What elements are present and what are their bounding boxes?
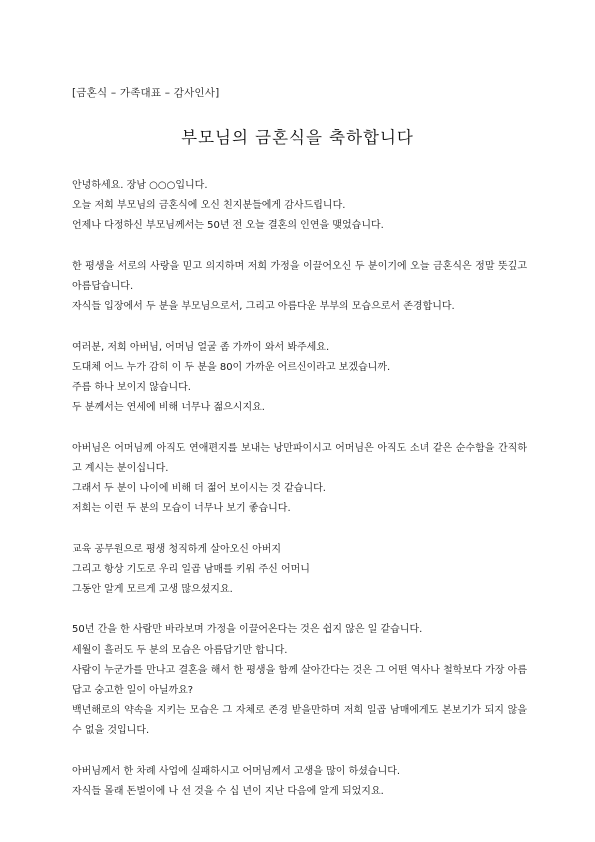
paragraph-2: [72, 257, 527, 318]
speech-line: 여러분, 저희 아버님, 어머님 얼굴 좀 가까이 와서 봐주세요.: [72, 341, 330, 353]
speech-line: 그래서 두 분이 나이에 비해 더 젊어 보이시는 것 같습니다.: [72, 483, 326, 494]
speech-line: 저희는 이런 두 분의 모습이 너무나 보기 좋습니다.: [72, 503, 291, 515]
paragraph-6: [72, 620, 527, 741]
document-category-tag: [금혼식 – 가족대표 – 감사인사]: [72, 87, 220, 99]
speech-line: 사람이 누군가를 만나고 결혼을 해서 한 평생을 함께 살아간다는 것은 그 어떤 역사나 철학보다 가장 아름답고 숭고한 일이 아닐까요?: [72, 664, 527, 696]
speech-line: 자식들 몰래 돈벌이에 나 선 것을 수 십 년이 지난 다음에 알게 되었지요.: [72, 786, 384, 797]
speech-line: 50년 간을 한 사람만 바라보며 가정을 이끌어온다는 것은 쉽지 않은 일 같습니다.: [72, 624, 423, 636]
speech-line: 도대체 어느 누가 감히 이 두 분을 80이 가까운 어르신이라고 보겠습니까.: [72, 361, 391, 373]
speech-line: 한 평생을 서로의 사랑을 믿고 의지하며 저희 가정을 이끌어오신 두 분이기에 오늘 금혼식은 정말 뜻깊고 아름답습니다.: [72, 260, 527, 292]
speech-line: 아버님께서 한 차례 사업에 실패하시고 어머님께서 고생을 많이 하셨습니다.: [72, 765, 401, 777]
paragraph-7: [72, 762, 527, 802]
speech-line: 자식들 입장에서 두 분을 부모님으로서, 그리고 아름다운 부부의 모습으로서 존경합니다.: [72, 301, 455, 313]
speech-line: 안녕하세요. 장남 ○○○입니다.: [72, 180, 208, 191]
page-title: 부모님의 금혼식을 축하합니다: [181, 128, 414, 147]
speech-line: 백년해로의 약속을 지키는 모습은 그 자체로 존경 받을만하며 저희 일곱 남매에게도 본보기가 되지 않을 수 없을 것입니다.: [72, 705, 527, 737]
speech-line: 언제나 다정하신 부모님께서는 50년 전 오늘 결혼의 인연을 맺었습니다.: [72, 220, 384, 232]
speech-line: 그리고 항상 기도로 우리 일곱 남매를 키워 주신 어머니: [72, 563, 310, 575]
speech-line: 그동안 알게 모르게 고생 많으셨지요.: [72, 584, 233, 595]
paragraph-1: [72, 176, 527, 237]
speech-line: 오늘 저희 부모님의 금혼식에 오신 친지분들에게 감사드립니다.: [72, 200, 346, 212]
paragraph-3: [72, 338, 527, 419]
paragraph-5: [72, 540, 527, 601]
speech-line: 두 분께서는 연세에 비해 너무나 젊으시지요.: [72, 402, 265, 414]
speech-line: 교육 공무원으로 평생 청직하게 살아오신 아버지: [72, 543, 282, 555]
speech-line: 아버님은 어머님께 아직도 연애편지를 보내는 낭만파이시고 어머님은 아직도 소녀 같은 순수함을 간직하고 계시는 분이십니다.: [72, 442, 527, 474]
speech-line: 주름 하나 보이지 않습니다.: [72, 382, 191, 393]
speech-line: 세월이 흘러도 두 분의 모습은 아름답기만 합니다.: [72, 644, 288, 656]
speech-body: [72, 176, 527, 822]
paragraph-4: [72, 439, 527, 520]
